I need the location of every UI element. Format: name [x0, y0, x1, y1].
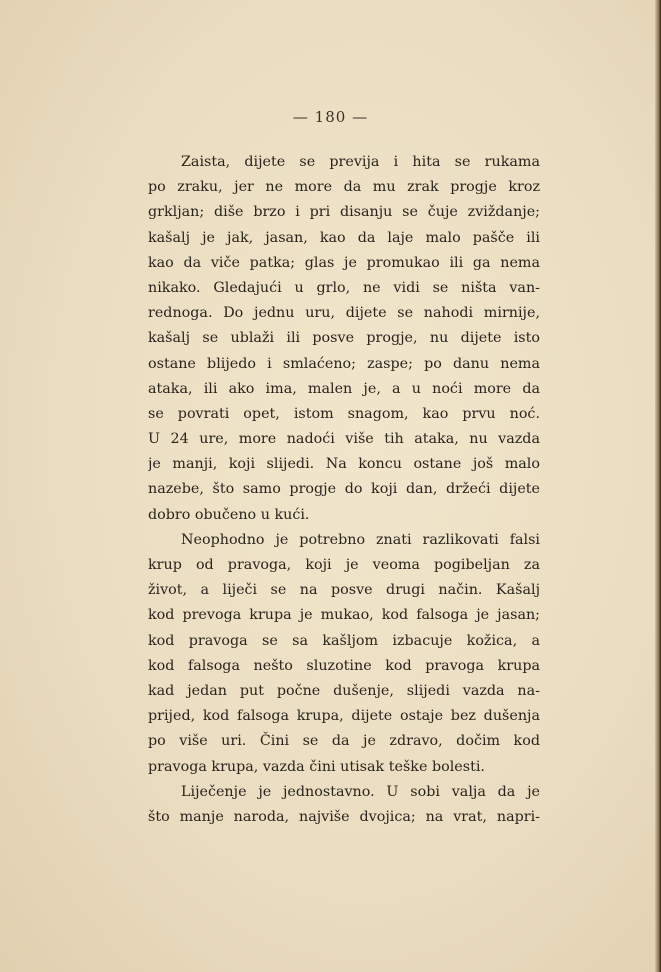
text-line: kod falsoga nešto sluzotine kod pravoga krupa: [148, 657, 540, 674]
text-line: kao da viče patka; glas je promukao ili ga nema: [148, 254, 540, 271]
text-line: nazebe, što samo progje do koji dan, držeći dijete: [148, 481, 540, 498]
text-line: dobro obučeno u kući.: [148, 506, 310, 523]
text-line: krup od pravoga, koji je veoma pogibeljan za: [148, 557, 540, 573]
text-line: kad jedan put počne dušenje, slijedi vazda na-: [148, 682, 540, 699]
text-line: U 24 ure, more nadoći više tih ataka, nu vazda: [148, 431, 540, 448]
text-line: se povrati opet, istom snagom, kao prvu noć.: [148, 405, 540, 422]
text-line: po više uri. Čini se da je zdravo, dočim kod: [148, 733, 540, 750]
text-line: grkljan; diše brzo i pri disanju se čuje zviždanje;: [148, 204, 540, 221]
text-line: kod prevoga krupa je mukao, kod falsoga je jasan;: [148, 607, 540, 624]
text-line: kašalj je jak, jasan, kao da laje malo pašče ili: [148, 229, 540, 246]
text-line: prijed, kod falsoga krupa, dijete ostaje bez dušenja: [148, 708, 540, 725]
text-line: pravoga krupa, vazda čini utisak teške bolesti.: [148, 758, 485, 775]
body-text: [148, 150, 540, 830]
text-line: ostane blijedo i smlaćeno; zaspe; po danu nema: [148, 355, 540, 372]
text-line: što manje naroda, najviše dvojica; na vrat, napri-: [148, 808, 540, 825]
text-line: Zaista, dijete se previja i hita se rukama: [181, 154, 540, 170]
text-line: Liječenje je jednostavno. U sobi valja da je: [181, 783, 540, 800]
text-line: po zraku, jer ne more da mu zrak progje kroz: [148, 179, 540, 196]
text-line: Neophodno je potrebno znati razlikovati falsi: [181, 531, 540, 548]
text-line: kašalj se ublaži ili posve progje, nu dijete isto: [148, 330, 540, 347]
text-line: je manji, koji slijedi. Na koncu ostane još malo: [148, 456, 540, 473]
text-line: nikako. Gledajući u grlo, ne vidi se ništa van-: [148, 279, 540, 296]
text-line: rednoga. Do jednu uru, dijete se nahodi mirnije,: [148, 305, 540, 322]
text-line: život, a liječi se na posve drugi način. Kašalj: [148, 582, 540, 599]
page-number: — 180 —: [292, 108, 369, 126]
page-edge-shadow: [655, 0, 661, 972]
text-line: ataka, ili ako ima, malen je, a u noći more da: [148, 380, 540, 397]
text-line: kod pravoga se sa kašljom izbacuje kožica, a: [148, 632, 540, 649]
